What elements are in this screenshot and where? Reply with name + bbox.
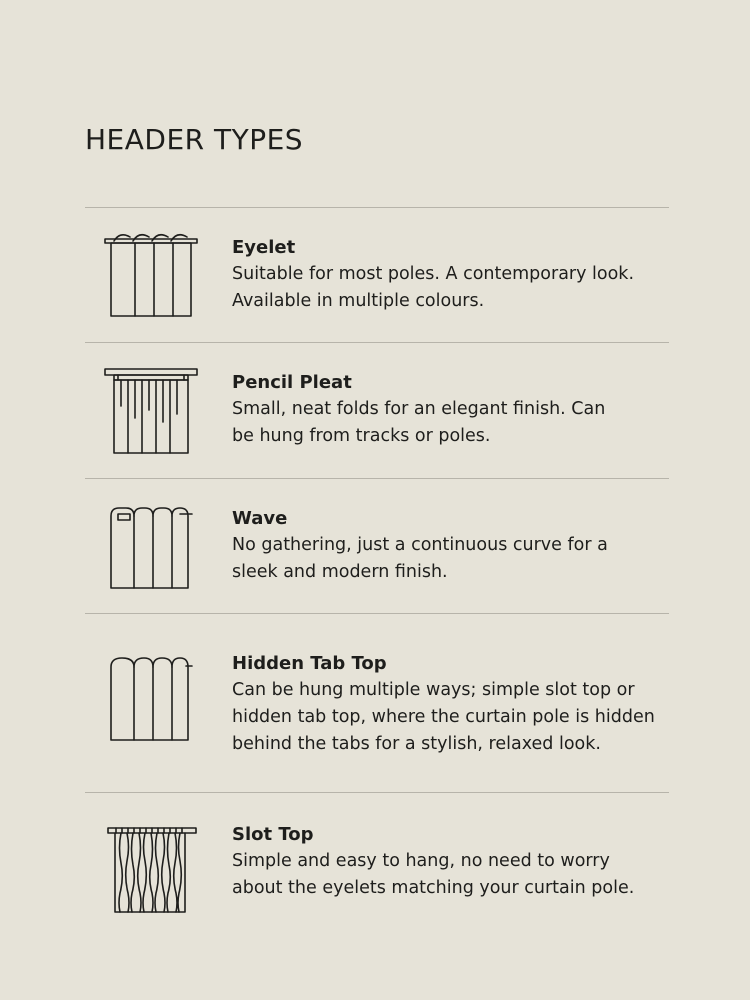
slot-top-curtain-icon — [100, 824, 204, 914]
item-description: Suitable for most poles. A contemporary look. Available in multiple colours. — [232, 264, 635, 311]
item-name: Pencil Pleat — [232, 372, 352, 393]
hidden-tab-top-curtain-icon — [100, 653, 204, 743]
wave-curtain-icon — [100, 502, 204, 592]
item-description: No gathering, just a continuous curve for a sleek and modern finish. — [232, 535, 608, 582]
item-name: Wave — [232, 508, 288, 529]
divider — [85, 613, 669, 614]
divider — [85, 478, 669, 479]
item-name: Eyelet — [232, 237, 296, 258]
eyelet-curtain-icon — [100, 230, 204, 320]
divider — [85, 792, 669, 793]
item-name: Hidden Tab Top — [232, 653, 387, 674]
pencil-pleat-curtain-icon — [100, 366, 204, 456]
item-description: Simple and easy to hang, no need to worry about the eyelets matching your curtain pole. — [232, 851, 635, 898]
divider — [85, 207, 669, 208]
item-description: Can be hung multiple ways; simple slot top or hidden tab top, where the curtain pole is hidden behind the tabs for a stylish, relaxed look. — [232, 680, 655, 754]
page-title: HEADER TYPES — [85, 123, 304, 156]
item-description: Small, neat folds for an elegant finish. Can be hung from tracks or poles. — [232, 399, 606, 446]
item-name: Slot Top — [232, 824, 314, 845]
divider — [85, 342, 669, 343]
